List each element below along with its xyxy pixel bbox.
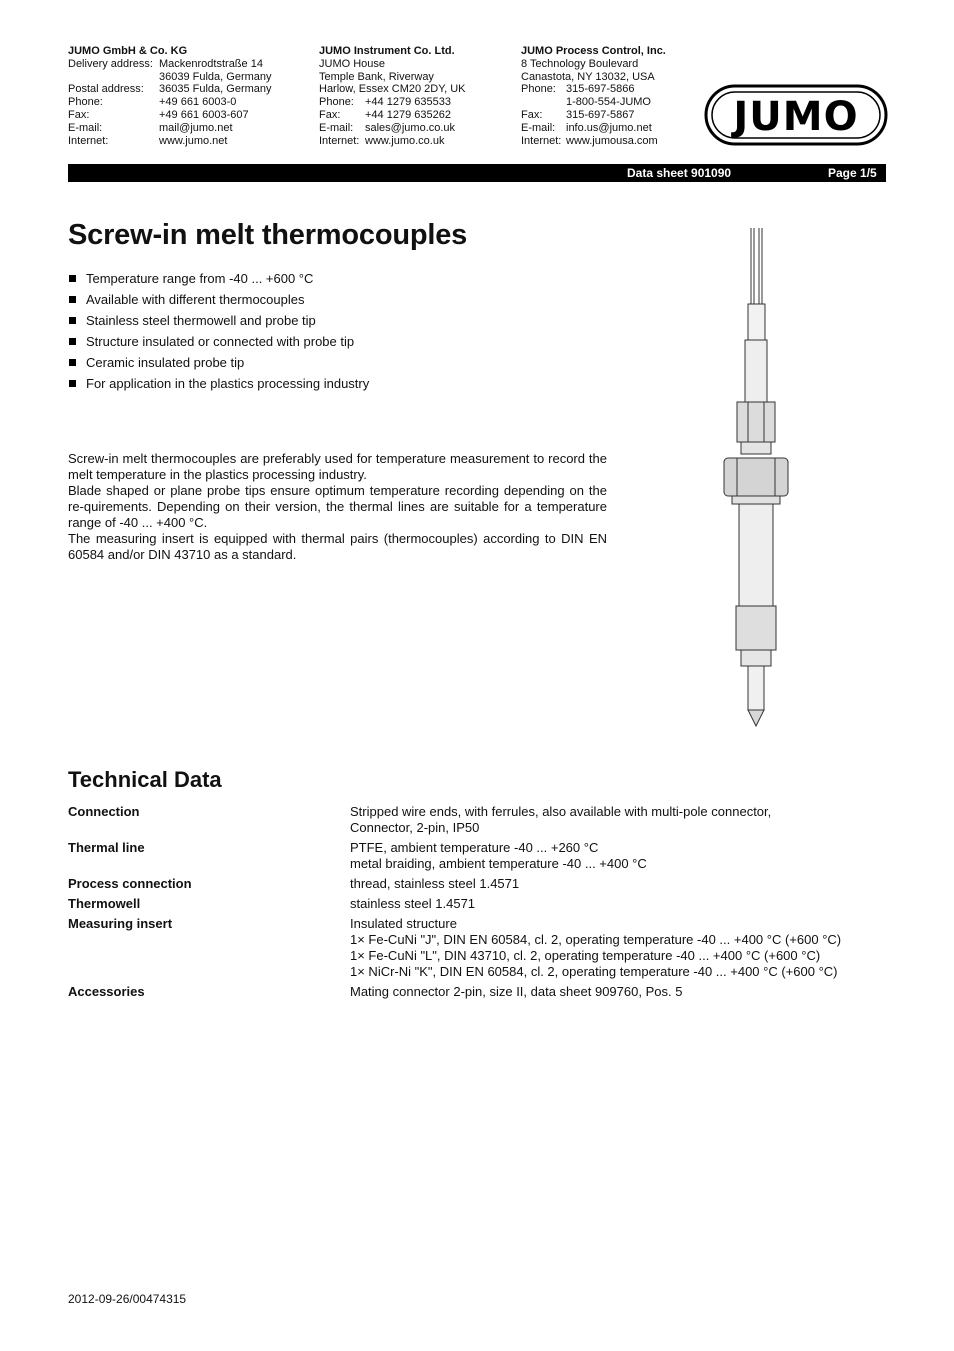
address-value: +49 661 6003-0: [159, 96, 237, 109]
description-paragraph: The measuring insert is equipped with thermal pairs (thermocouples) according to DIN EN 60584 and/or DIN 43710 as a standard.: [68, 531, 607, 562]
address-value: 8 Technology Boulevard: [521, 57, 639, 70]
address-block-germany: [68, 45, 272, 147]
feature-text: Temperature range from -40 ... +600 °C: [86, 271, 314, 286]
address-value: www.jumousa.com: [566, 134, 658, 147]
address-value: JUMO House: [319, 57, 386, 70]
technical-data-line: Mating connector 2-pin, size II, data sheet 909760, Pos. 5: [350, 984, 683, 999]
address-block-usa: [521, 45, 666, 147]
technical-data-row: [68, 840, 868, 876]
address-label: E-mail:: [319, 121, 354, 134]
description: [68, 451, 607, 563]
address-value: Temple Bank, Riverway: [319, 70, 434, 83]
technical-data-value: [350, 916, 868, 984]
address-value: +49 661 6003-607: [159, 108, 249, 121]
address-label: E-mail:: [521, 121, 556, 134]
thermocouple-illustration: [715, 226, 795, 730]
technical-data-key: Connection: [68, 804, 140, 819]
address-line: [521, 96, 666, 109]
address-line: [521, 83, 666, 96]
technical-data-line: Insulated structure: [350, 916, 457, 931]
address-line: [521, 58, 666, 71]
technical-data-line: metal braiding, ambient temperature -40 ... +400 °C: [350, 856, 647, 871]
feature-list: [68, 271, 369, 397]
page-title: Screw-in melt thermocouples: [68, 219, 468, 251]
address-label: Internet:: [521, 134, 562, 147]
feature-item: [68, 376, 369, 397]
technical-data-key: Thermal line: [68, 840, 145, 855]
address-line: [521, 122, 666, 135]
address-value: +44 1279 635262: [365, 108, 451, 121]
address-label: [521, 96, 566, 109]
address-value: sales@jumo.co.uk: [365, 121, 456, 134]
address-value: Canastota, NY 13032, USA: [521, 70, 655, 83]
address-label: Internet:: [319, 134, 360, 147]
document-footer-id: 2012-09-26/00474315: [68, 1292, 187, 1306]
bullet-square-icon: [69, 338, 76, 345]
address-value: 315-697-5867: [566, 108, 635, 121]
bullet-square-icon: [69, 359, 76, 366]
address-line: [68, 96, 272, 109]
technical-data-row: [68, 984, 868, 1004]
address-value: 36035 Fulda, Germany: [159, 83, 272, 96]
address-line: [68, 71, 272, 84]
address-value: 1-800-554-JUMO: [566, 96, 651, 109]
feature-item: [68, 334, 369, 355]
technical-data-line: 1× Fe-CuNi "J", DIN EN 60584, cl. 2, operating temperature -40 ... +400 °C (+600 °C): [350, 932, 842, 947]
technical-data-heading: Technical Data: [68, 767, 222, 792]
address-block-uk: [319, 45, 466, 147]
feature-text: For application in the plastics processing industry: [86, 376, 370, 391]
bullet-square-icon: [69, 296, 76, 303]
technical-data-key: Thermowell: [68, 896, 141, 911]
address-value: www.jumo.co.uk: [365, 134, 445, 147]
feature-item: [68, 355, 369, 376]
technical-data-table: [68, 804, 868, 1004]
address-line: [68, 109, 272, 122]
address-line: [68, 58, 272, 71]
technical-data-line: Stripped wire ends, with ferrules, also available with multi-pole connector,: [350, 804, 772, 819]
address-label: Fax:: [319, 108, 341, 121]
datasheet-number: Data sheet 901090: [627, 166, 732, 180]
technical-data-value: [350, 896, 868, 916]
technical-data-key: Process connection: [68, 876, 192, 891]
bullet-square-icon: [69, 317, 76, 324]
address-label: Internet:: [68, 134, 109, 147]
address-value: mail@jumo.net: [159, 121, 233, 134]
address-value: 315-697-5866: [566, 83, 635, 96]
technical-data-line: 1× NiCr-Ni "K", DIN EN 60584, cl. 2, operating temperature -40 ... +400 °C (+600 °C): [350, 964, 838, 979]
bullet-square-icon: [69, 380, 76, 387]
address-line: [319, 83, 466, 96]
description-paragraph: Blade shaped or plane probe tips ensure optimum temperature recording depending on the re-quirements. Depending on their version, the thermal lines are suitable for a temperature range of -40 ... +400 °C.: [68, 483, 607, 530]
address-value: +44 1279 635533: [365, 96, 451, 109]
address-value: Mackenrodtstraße 14: [159, 57, 263, 70]
address-line: [319, 109, 466, 122]
feature-text: Stainless steel thermowell and probe tip: [86, 313, 316, 328]
description-paragraph: Screw-in melt thermocouples are preferably used for temperature measurement to record the melt temperature in the plastics processing industry.: [68, 451, 607, 482]
technical-data-line: Connector, 2-pin, IP50: [350, 820, 480, 835]
address-value: www.jumo.net: [159, 134, 228, 147]
technical-data-row: [68, 804, 868, 840]
feature-item: [68, 292, 369, 313]
feature-item: [68, 313, 369, 334]
address-line: [319, 71, 466, 84]
technical-data-value: [350, 876, 868, 896]
page-number: Page 1/5: [828, 166, 877, 180]
address-label: Phone:: [68, 96, 103, 109]
technical-data-line: PTFE, ambient temperature -40 ... +260 °C: [350, 840, 599, 855]
feature-text: Available with different thermocouples: [86, 292, 305, 307]
technical-data-key: Measuring insert: [68, 916, 173, 931]
address-line: [68, 83, 272, 96]
feature-text: Ceramic insulated probe tip: [86, 355, 245, 370]
technical-data-line: 1× Fe-CuNi "L", DIN 43710, cl. 2, operating temperature -40 ... +400 °C (+600 °C): [350, 948, 821, 963]
datasheet-header-bar: [68, 164, 886, 182]
technical-data-value: [350, 804, 868, 840]
technical-data-row: [68, 916, 868, 984]
technical-data-value: [350, 840, 868, 876]
address-label: Phone:: [521, 83, 556, 96]
address-label: Fax:: [521, 108, 543, 121]
address-line: [521, 71, 666, 84]
address-label: Phone:: [319, 96, 354, 109]
jumo-logo: [704, 84, 888, 146]
address-value: 36039 Fulda, Germany: [159, 70, 272, 83]
feature-text: Structure insulated or connected with probe tip: [86, 334, 355, 349]
bullet-square-icon: [69, 275, 76, 282]
address-label: Postal address:: [68, 83, 144, 96]
company-name: JUMO Instrument Co. Ltd.: [319, 45, 455, 57]
address-label: E-mail:: [68, 121, 103, 134]
address-label: Delivery address:: [68, 57, 153, 70]
address-label: Fax:: [68, 108, 90, 121]
technical-data-row: [68, 896, 868, 916]
feature-item: [68, 271, 369, 292]
company-name: JUMO Process Control, Inc.: [521, 45, 666, 57]
address-line: [68, 122, 272, 135]
logo-text: JUMO: [733, 94, 859, 140]
address-line: [521, 135, 666, 148]
technical-data-key: Accessories: [68, 984, 145, 999]
company-name: JUMO GmbH & Co. KG: [68, 45, 188, 57]
address-line: [68, 135, 272, 148]
technical-data-value: [350, 984, 868, 1004]
address-label: [68, 71, 159, 84]
address-line: [319, 122, 466, 135]
address-value: info.us@jumo.net: [566, 121, 652, 134]
address-line: [319, 135, 466, 148]
technical-data-row: [68, 876, 868, 896]
address-value: Harlow, Essex CM20 2DY, UK: [319, 83, 466, 96]
technical-data-line: stainless steel 1.4571: [350, 896, 476, 911]
address-line: [319, 58, 466, 71]
technical-data-line: thread, stainless steel 1.4571: [350, 876, 520, 891]
address-line: [521, 109, 666, 122]
address-line: [319, 96, 466, 109]
